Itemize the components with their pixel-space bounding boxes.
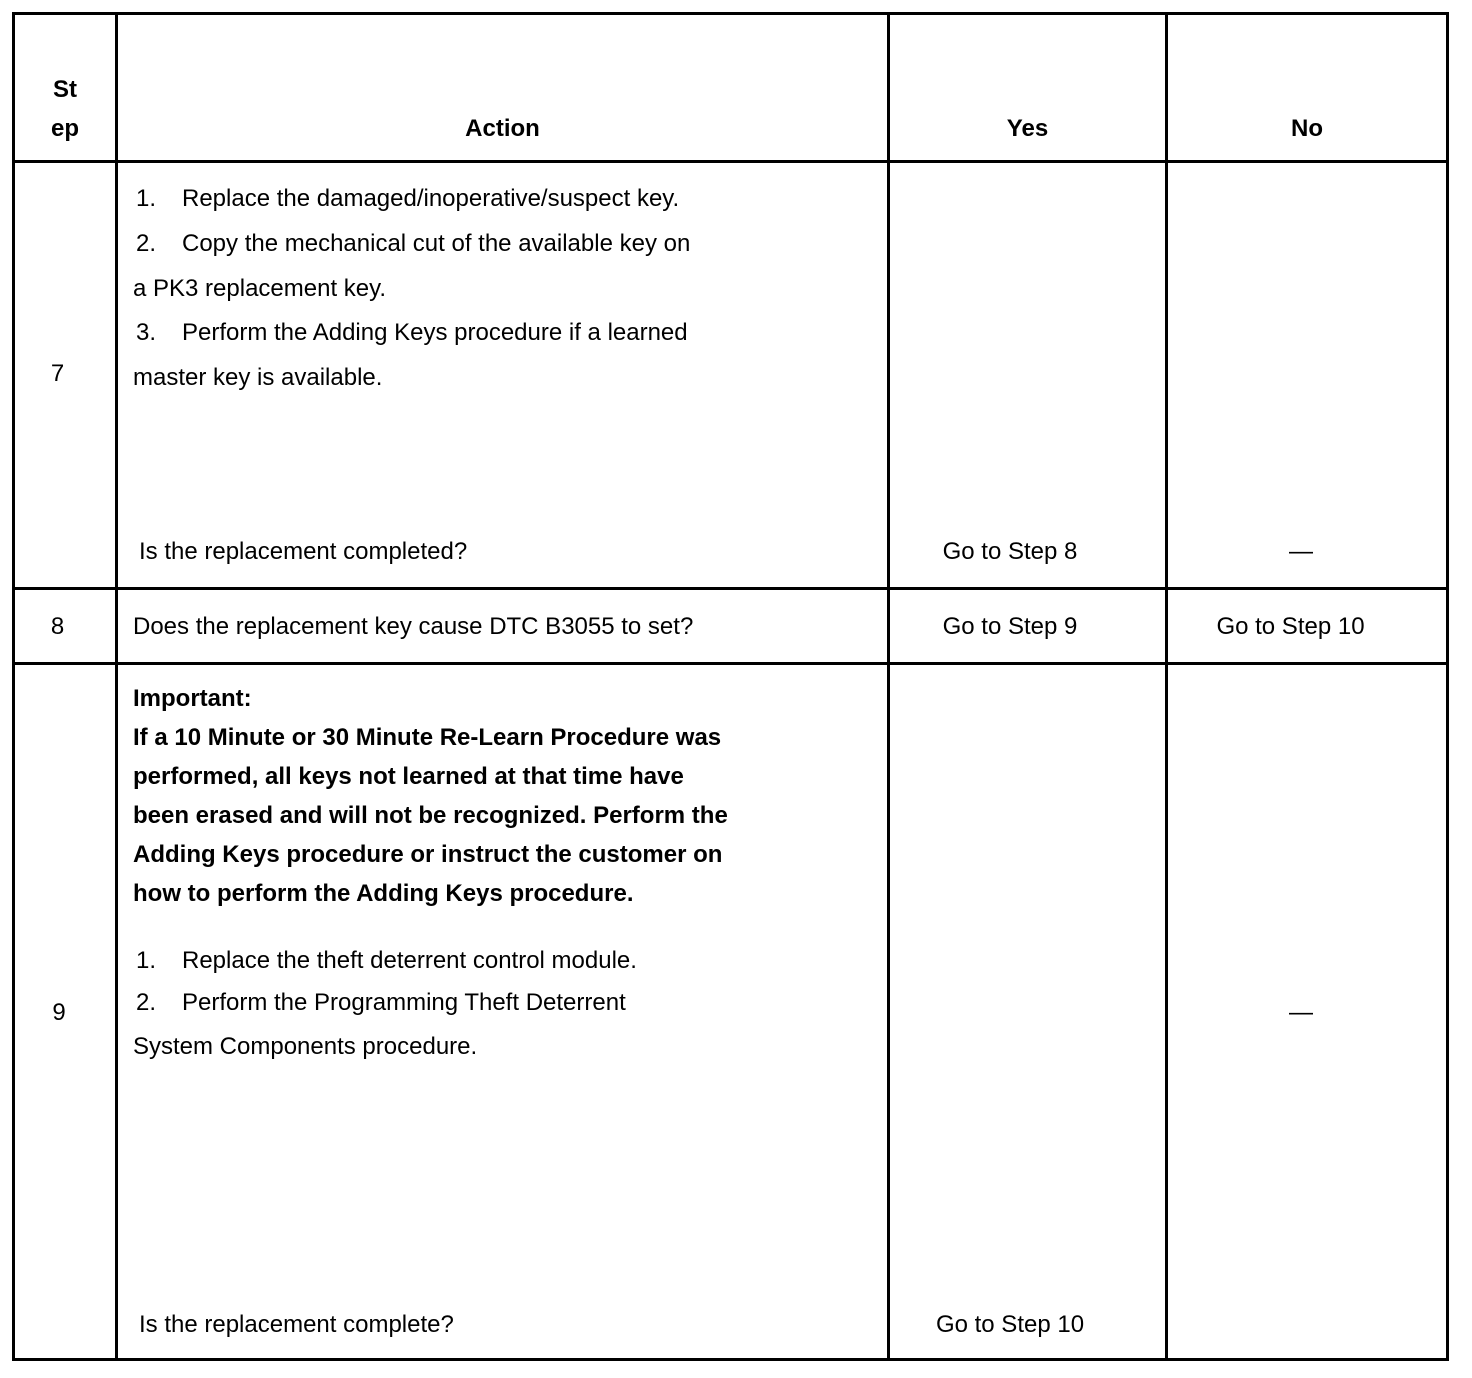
list-number: 2. (136, 230, 157, 257)
yes-result: Go to Step 9 (942, 613, 1078, 640)
important-line: If a 10 Minute or 30 Minute Re-Learn Procedure was (133, 724, 722, 751)
list-text: Replace the damaged/inoperative/suspect key. (182, 185, 680, 212)
list-continuation: master key is available. (133, 364, 383, 391)
yes-result: Go to Step 10 (935, 1311, 1085, 1338)
row-divider-7 (15, 587, 1446, 590)
header-step-line2: ep (50, 115, 79, 142)
list-text: Replace the theft deterrent control module. (182, 947, 637, 974)
list-item (136, 988, 626, 1018)
step-number: 9 (52, 999, 66, 1026)
header-step-line1: St (53, 76, 77, 103)
important-line: Adding Keys procedure or instruct the customer on (133, 841, 723, 868)
diagnostic-table (12, 12, 1449, 1361)
step-number: 8 (50, 613, 65, 640)
list-item (136, 946, 637, 976)
list-item (136, 229, 690, 259)
step-question: Does the replacement key cause DTC B3055 to set? (133, 613, 694, 640)
list-item (136, 184, 679, 214)
list-text: Perform the Adding Keys procedure if a learned (182, 319, 688, 346)
step-question: Is the replacement completed? (139, 538, 468, 565)
no-result: — (1289, 538, 1313, 565)
list-number: 2. (136, 989, 157, 1016)
row-divider-header (15, 160, 1446, 163)
list-number: 1. (136, 185, 157, 212)
header-yes: Yes (1006, 115, 1049, 142)
yes-result: Go to Step 8 (942, 538, 1078, 565)
row-divider-8 (15, 662, 1446, 665)
step-number: 7 (50, 360, 65, 387)
list-number: 1. (136, 947, 157, 974)
list-item (136, 318, 688, 348)
important-line: how to perform the Adding Keys procedure. (133, 880, 634, 907)
list-continuation: System Components procedure. (133, 1033, 478, 1060)
no-result: — (1289, 999, 1313, 1026)
step-question: Is the replacement complete? (139, 1311, 454, 1338)
important-title: Important: (133, 685, 252, 712)
important-line: been erased and will not be recognized. Perform the (133, 802, 728, 829)
list-text: Copy the mechanical cut of the available key on (182, 230, 691, 257)
no-result: Go to Step 10 (1216, 613, 1365, 640)
header-action: Action (465, 115, 540, 142)
important-line: performed, all keys not learned at that time have (133, 763, 684, 790)
list-text: Perform the Programming Theft Deterrent (182, 989, 626, 1016)
header-no: No (1291, 115, 1323, 142)
col-divider-action (887, 15, 890, 1358)
list-number: 3. (136, 319, 157, 346)
col-divider-step (115, 15, 118, 1358)
list-continuation: a PK3 replacement key. (133, 275, 387, 302)
col-divider-yes (1165, 15, 1168, 1358)
